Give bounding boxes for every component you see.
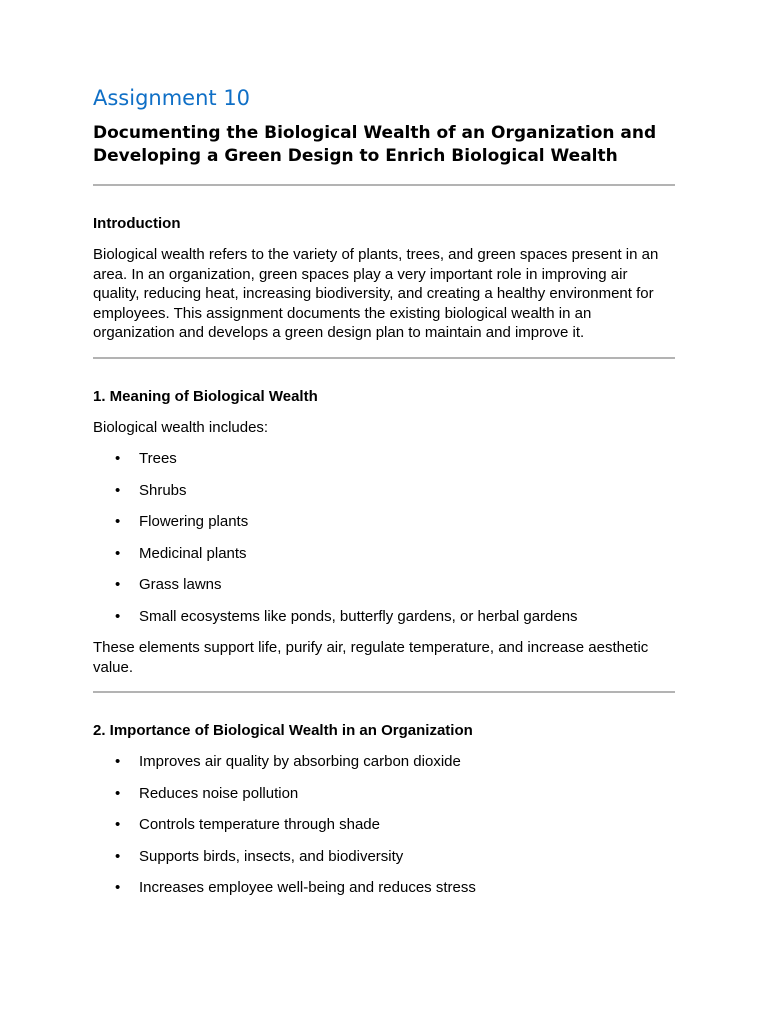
list-item [93,815,675,835]
document-page [93,84,675,898]
list-item [93,481,675,501]
document-heading: Documenting the Biological Wealth of an Organization and Developing a Green Design to Enrich Biological Wealth [93,123,657,166]
bullet-icon: • [115,607,121,625]
list-item [93,607,675,627]
list-item-text: Flowering plants [139,513,249,530]
list-item-text: Reduces noise pollution [139,784,299,802]
section-divider [93,691,675,693]
list-item [93,544,675,564]
list-item-text: Controls temperature through shade [139,816,380,833]
list-item [93,575,675,595]
list-item [93,449,675,469]
bullet-icon: • [115,450,121,467]
section-1-lead: Biological wealth includes: [93,418,269,436]
assignment-title: Assignment 10 [93,86,251,110]
bullet-icon: • [115,481,121,499]
introduction-heading: Introduction [93,215,181,232]
section-2-heading: 2. Importance of Biological Wealth in an Organization [93,722,473,739]
list-item [93,784,675,804]
bullet-icon: • [115,544,121,562]
section-divider [93,184,675,186]
introduction-paragraph: Biological wealth refers to the variety of plants, trees, and green spaces present in an area. In an organization, green spaces play a very important role in improving air quality, reducing heat, increasing biodiversity, and creating a healthy environment for employees. This assignment documents the existing biological wealth in an organization and develops a green design plan to maintain and improve it. [93,246,659,341]
list-item-text: Small ecosystems like ponds, butterfly gardens, or herbal gardens [139,607,578,625]
list-item-text: Trees [139,450,177,467]
bullet-icon: • [115,576,121,593]
list-item-text: Increases employee well-being and reduces stress [139,879,476,896]
section-1-heading: 1. Meaning of Biological Wealth [93,387,318,405]
list-item-text: Grass lawns [139,576,222,593]
list-item-text: Supports birds, insects, and biodiversity [139,847,404,865]
bullet-icon: • [115,816,121,833]
bullet-icon: • [115,879,121,896]
section-1-closing: These elements support life, purify air, regulate temperature, and increase aesthetic value. [93,639,649,676]
bullet-icon: • [115,784,121,802]
section-2-list [93,752,675,898]
list-item [93,512,675,532]
list-item [93,847,675,867]
list-item [93,878,675,898]
bullet-icon: • [115,847,121,865]
bullet-icon: • [115,513,121,530]
list-item-text: Shrubs [139,481,187,499]
list-item-text: Medicinal plants [139,544,247,562]
bullet-icon: • [115,753,121,770]
section-divider [93,357,675,359]
list-item-text: Improves air quality by absorbing carbon dioxide [139,753,461,770]
section-1-list [93,449,675,626]
list-item [93,752,675,772]
